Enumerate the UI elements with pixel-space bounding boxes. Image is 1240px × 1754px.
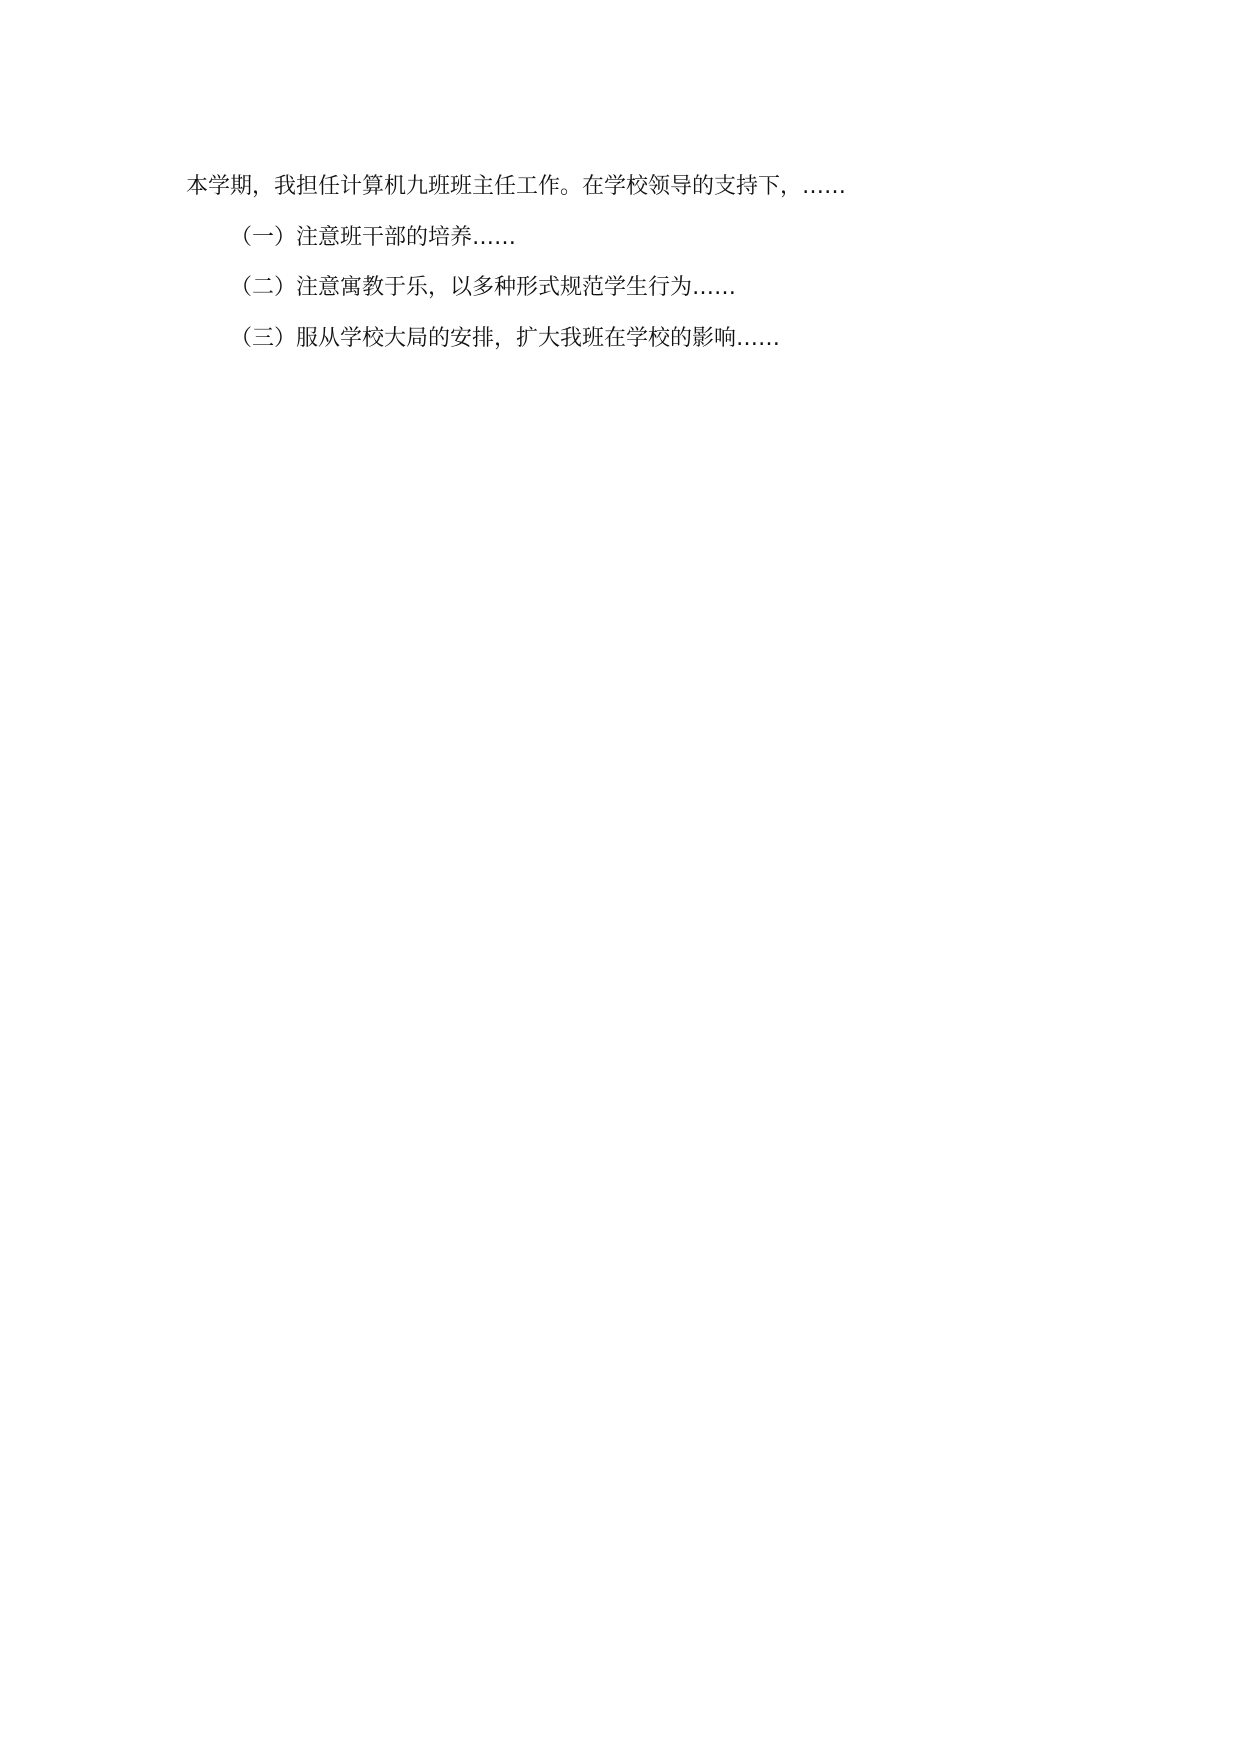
paragraph-section-1: （一）注意班干部的培养……: [230, 224, 517, 250]
paragraph-intro: 本学期，我担任计算机九班班主任工作。在学校领导的支持下，……: [186, 174, 847, 199]
document-body: [186, 168, 1056, 370]
paragraph-section-2: （二）注意寓教于乐，以多种形式规范学生行为……: [230, 275, 737, 300]
paragraph-section-3: （三）服从学校大局的安排，扩大我班在学校的影响……: [230, 325, 781, 351]
